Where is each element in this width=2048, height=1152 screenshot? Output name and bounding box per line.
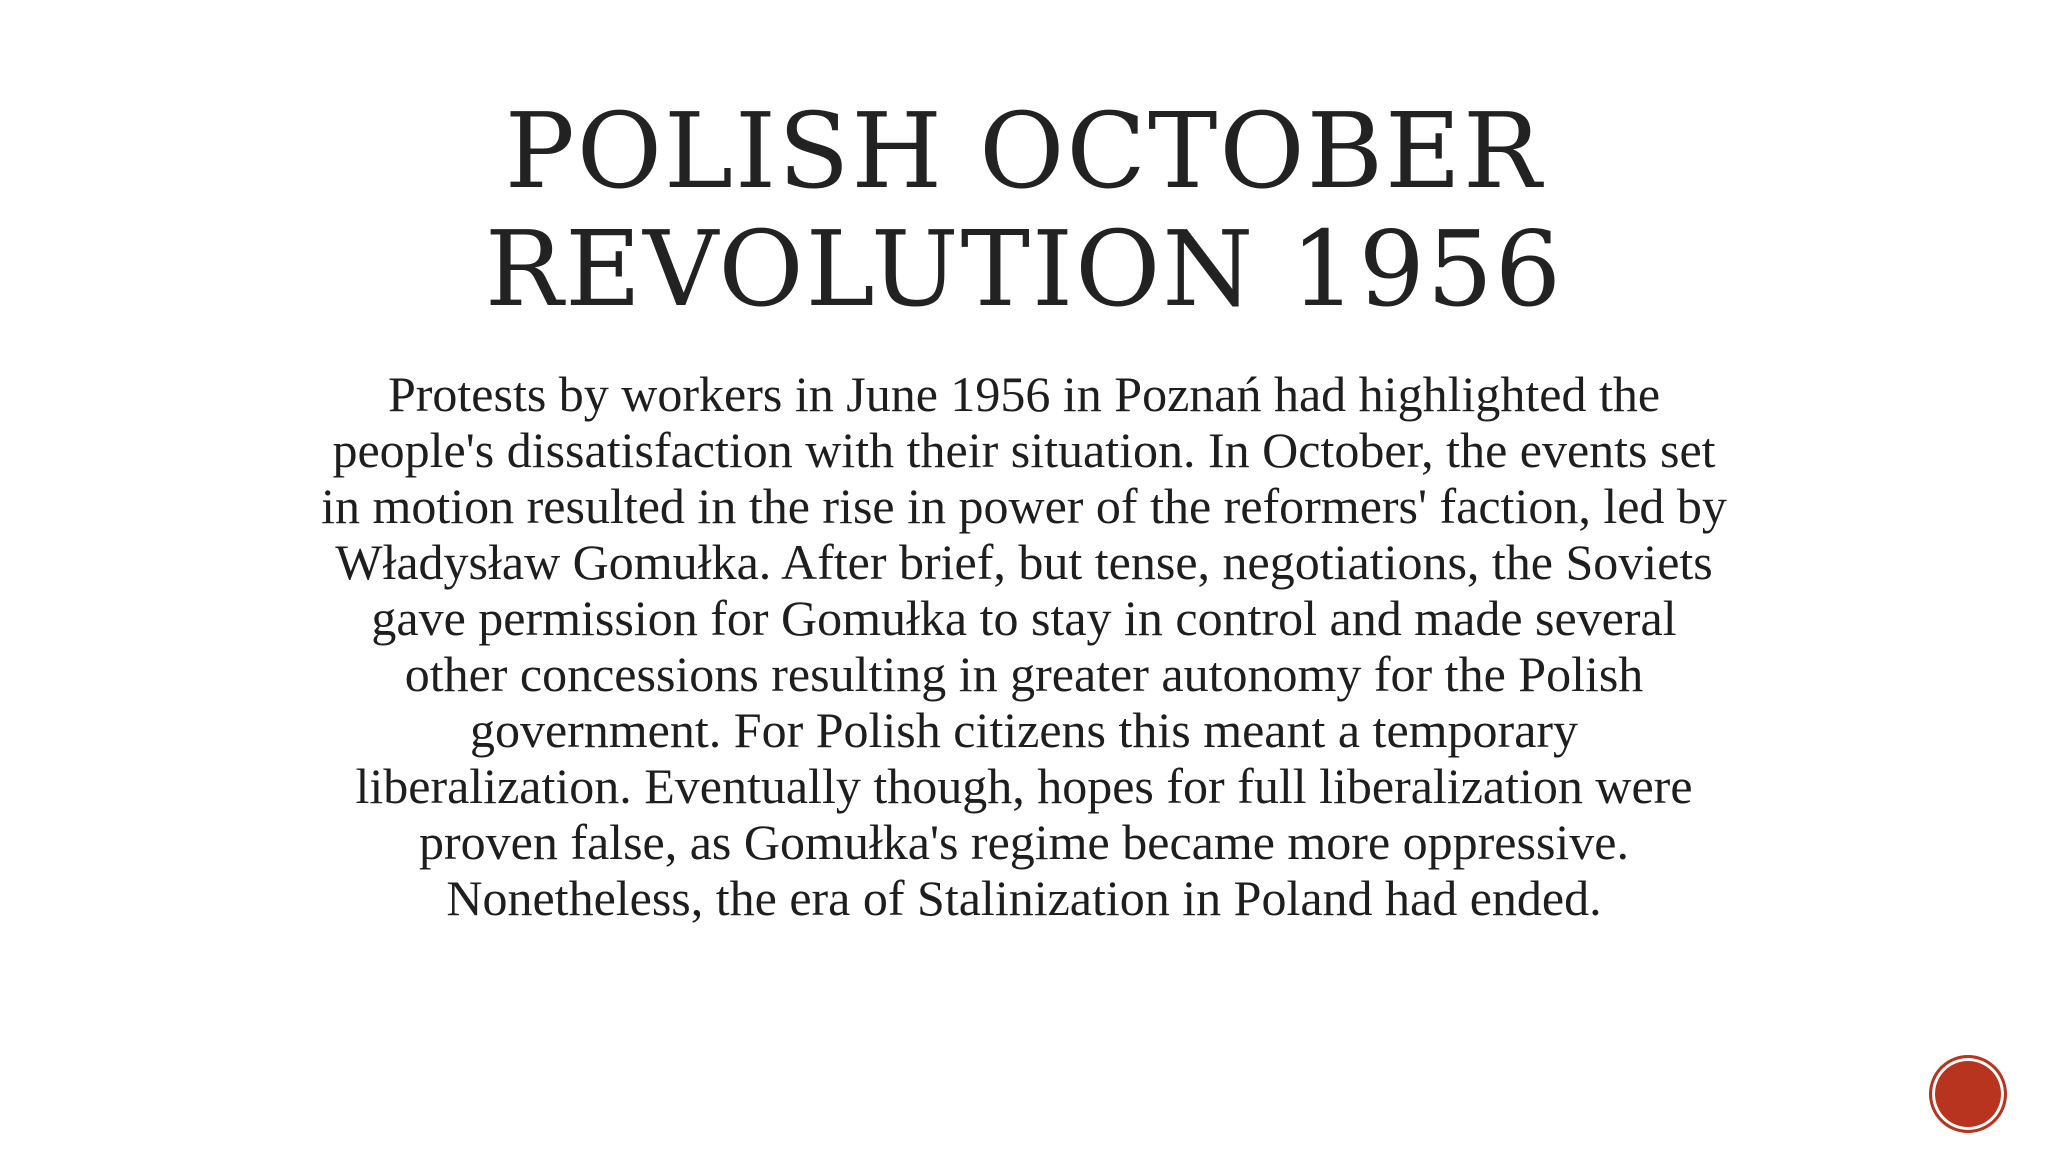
- body-line: other concessions resulting in greater autonomy for the Polish: [404, 646, 1644, 702]
- body-line: liberalization. Eventually though, hopes for full liberalization were: [355, 758, 1693, 814]
- circle-nav-icon[interactable]: [1929, 1055, 2007, 1133]
- title-line: REVOLUTION 1956: [484, 208, 1564, 330]
- body-line: Nonetheless, the era of Stalinization in Poland had ended.: [446, 870, 1602, 926]
- body-line: in motion resulted in the rise in power of the reformers' faction, led by: [321, 478, 1727, 534]
- slide-title: [200, 92, 1848, 328]
- body-line: government. For Polish citizens this meant a temporary: [469, 702, 1579, 758]
- body-line: proven false, as Gomułka's regime became more oppressive.: [419, 814, 1629, 870]
- body-line: Protests by workers in June 1956 in Poznań had highlighted the: [387, 366, 1661, 422]
- title-line: POLISH OCTOBER: [504, 90, 1544, 212]
- slide-body-text: [140, 366, 1908, 926]
- body-line: people's dissatisfaction with their situation. In October, the events set: [332, 422, 1716, 478]
- body-line: gave permission for Gomułka to stay in control and made several: [371, 590, 1677, 646]
- body-line: Władysław Gomułka. After brief, but tense, negotiations, the Soviets: [335, 534, 1713, 590]
